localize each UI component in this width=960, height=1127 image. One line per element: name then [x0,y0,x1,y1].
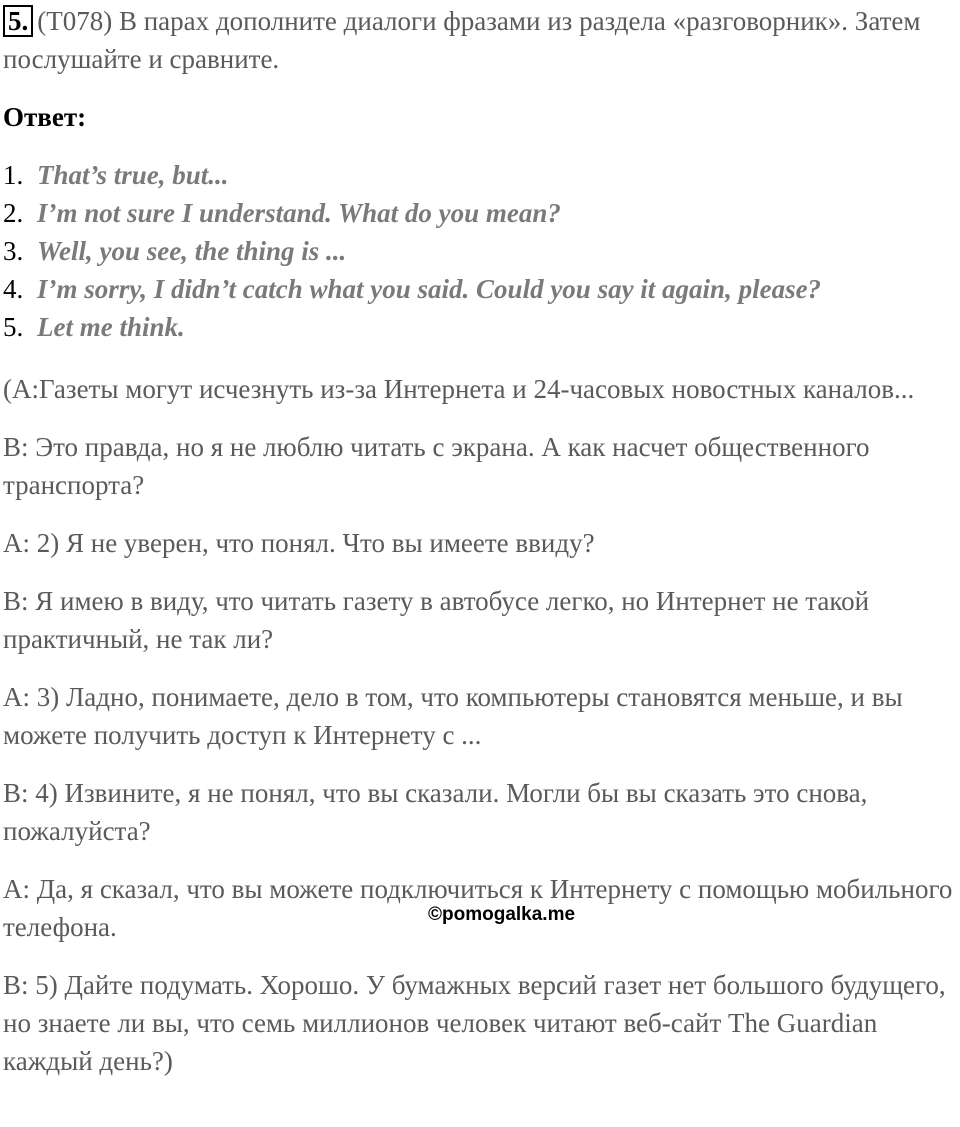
answer-phrase: Let me think. [37,312,185,342]
answer-item [3,232,957,270]
answer-item [3,156,957,194]
answer-number: 4. [3,274,24,304]
dialog-line: B: Это правда, но я не люблю читать с экрана. А как насчет общественного транспорта? [3,432,870,500]
watermark: ©pomogalka.me [428,904,576,925]
answer-phrase: I’m sorry, I didn’t catch what you said. Could you say it again, please? [37,274,822,304]
answer-number: 5. [3,312,24,342]
answer-phrase: I’m not sure I understand. What do you mean? [37,198,561,228]
answer-phrase: That’s true, but... [37,160,229,190]
dialog-line: A: 3) Ладно, понимаете, дело в том, что компьютеры становятся меньше, и вы можете получить доступ к Интернету с ... [3,682,903,750]
answer-item [3,194,957,232]
dialog-line: B: 5) Дайте подумать. Хорошо. У бумажных версий газет нет большого будущего, но знаете ли вы, что семь миллионов человек читают веб-сайт The Guardian каждый день?) [3,970,946,1076]
task-number-box: 5. [3,5,33,37]
dialog-translation [3,370,957,1080]
dialog-line: B: 4) Извините, я не понял, что вы сказали. Могли бы вы сказать это снова, пожалуйста? [3,778,868,846]
answer-number: 1. [3,160,24,190]
answer-phrase: Well, you see, the thing is ... [37,236,347,266]
answer-heading: Ответ: [3,102,87,132]
dialog-line: A: 2) Я не уверен, что понял. Что вы имеете ввиду? [3,528,595,558]
dialog-line: (A:Газеты могут исчезнуть из-за Интернета и 24-часовых новостных каналов... [3,374,915,404]
answer-item [3,308,957,346]
answer-item [3,270,957,308]
answer-number: 2. [3,198,24,228]
answer-list [3,156,957,346]
dialog-line: A: Да, я сказал, что вы можете подключиться к Интернету с помощью мобильного телефона. [3,874,953,942]
dialog-line: B: Я имею в виду, что читать газету в автобусе легко, но Интернет не такой практичный, не так ли? [3,586,870,654]
task-statement [3,0,957,78]
task-text: (T078) В парах дополните диалоги фразами из раздела «разговорник». Затем послушайте и сравните. [3,6,921,74]
answer-number: 3. [3,236,24,266]
